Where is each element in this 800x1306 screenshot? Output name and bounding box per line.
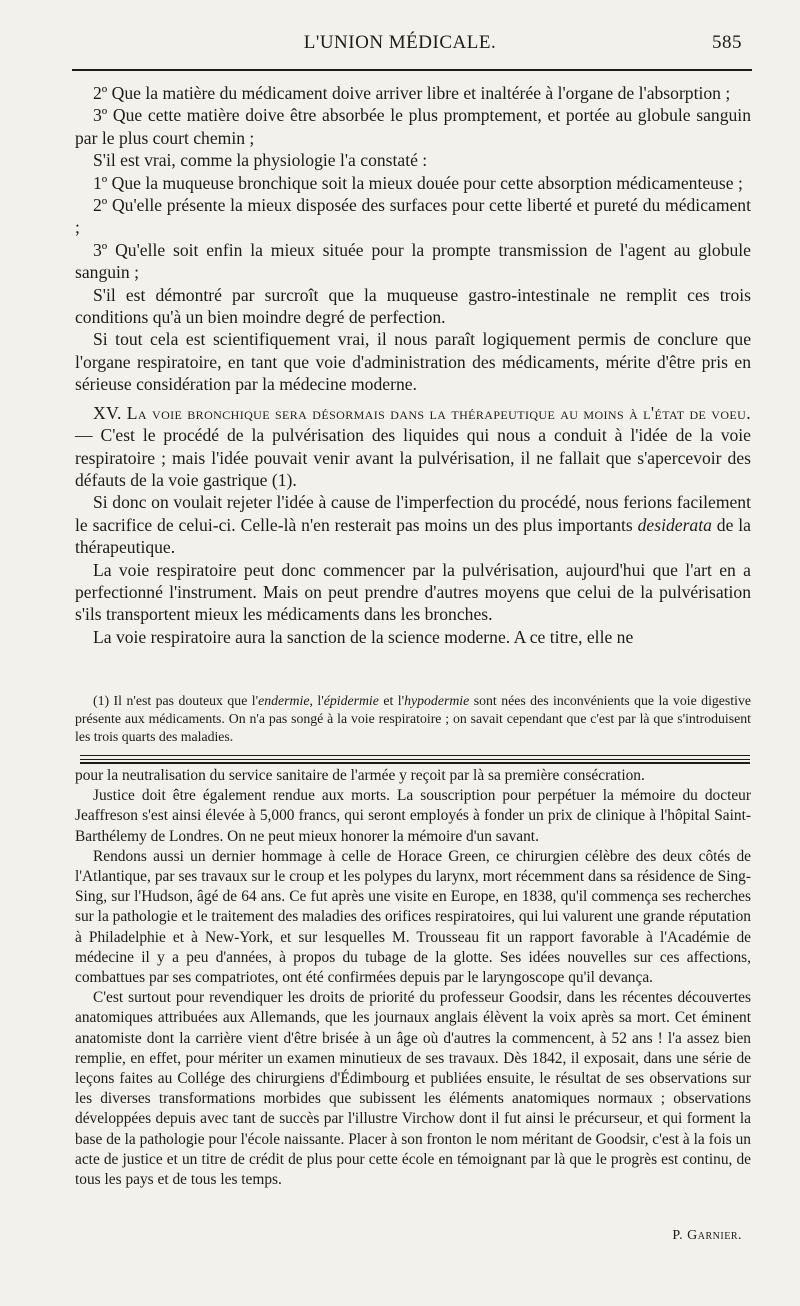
footnote-part: et l' bbox=[378, 693, 405, 708]
section-text: — C'est le procédé de la pulvérisation des liquides qui nous a conduit à l'idée de la voie respiratoire ; mais l'idée pouvait venir avant la pulvérisation, il ne fallait que s'apercevoir des défauts de la voie gastrique (1). bbox=[75, 425, 751, 490]
journal-title: L'UNION MÉDICALE. bbox=[303, 32, 497, 53]
section-divider bbox=[80, 755, 750, 760]
section-xv-paragraph bbox=[75, 402, 751, 492]
main-article bbox=[75, 82, 751, 648]
footnote-text bbox=[75, 692, 751, 745]
footnote-part: , l' bbox=[309, 693, 324, 708]
chronicle-section bbox=[75, 766, 751, 1190]
paragraph: La voie respiratoire aura la sanction de la science moderne. A ce titre, elle ne bbox=[93, 626, 634, 647]
footnote bbox=[75, 692, 751, 745]
paragraph-text: Si donc on voulait rejeter l'idée à cause de l'imperfection du procédé, nous ferions facilement le sacrifice de celui-ci. Celle-là n'en resterait pas moins un des plus importants bbox=[75, 492, 751, 535]
italic-term: desiderata bbox=[637, 514, 712, 535]
paragraph: 2º Qu'elle présente la mieux disposée des surfaces pour cette liberté et pureté du médicament ; bbox=[75, 195, 751, 238]
paragraph: Si tout cela est scientifiquement vrai, il nous paraît logiquement permis de conclure que l'organe respiratoire, en tant que voie d'administration des médicaments, mérite d'être pris en sérieuse considération par la médecine moderne. bbox=[75, 329, 751, 395]
running-header bbox=[0, 32, 800, 62]
footnote-part: (1) Il n'est pas douteux que l' bbox=[93, 693, 259, 708]
paragraph: 2º Que la matière du médicament doive arriver libre et inaltérée à l'organe de l'absorption ; bbox=[93, 83, 731, 103]
italic-term: épidermie bbox=[323, 693, 379, 708]
paragraph bbox=[75, 491, 751, 558]
paragraph: C'est surtout pour revendiquer les droits de priorité du professeur Goodsir, dans les récentes découvertes anatomiques attribuées aux Allemands, que les journaux anglais élèvent la voix après sa mort. Cet éminent anatomiste dont la carrière vient d'être brisée à un âge où d'autres la commencent, à 52 ans ! l'a assez bien remplie, en effet, pour mériter un examen minutieux de ses travaux. Dès 1842, il exposait, dans une série de leçons faites au Collége des chirurgiens d'Édimbourg et publiées ensuite, le résultat de ses observations sur les diverses transformations morbides que subissent les éléments anatomiques normaux ; observations développées depuis avec tant de succès par l'illustre Virchow dont il fut ainsi le précurseur, et qui forment la base de la pathologie pour l'école naissante. Placer à son fronton le nom méritant de Goodsir, c'est à la fois un acte de justice et un titre de crédit de plus pour cette école en témoignant par là que le progrès est continu, de tous les pays et de tous les temps. bbox=[75, 989, 751, 1189]
italic-term: hypodermie bbox=[404, 693, 470, 708]
footnote-part: sont nées des inconvénients que la voie digestive présente aux médicaments. On n'a pas songé à la voie respiratoire ; on savait cependant que c'est par là que s'introduisent les trois quarts des maladies. bbox=[75, 693, 751, 744]
paragraph: S'il est démontré par surcroît que la muqueuse gastro-intestinale ne remplit ces trois conditions qu'à un bien moindre degré de perfection. bbox=[75, 284, 751, 328]
paragraph: La voie respiratoire peut donc commencer par la pulvérisation, aujourd'hui que l'art en a perfectionné l'instrument. Mais on peut prendre d'autres moyens que celui de la pulvérisation s'ils transportent mieux les médicaments dans les bronches. bbox=[75, 559, 751, 625]
paragraph: 3º Qu'elle soit enfin la mieux située pour la prompte transmission de l'agent au globule sanguin ; bbox=[75, 239, 751, 283]
section-heading: XV. La voie bronchique sera désormais dans la thérapeutique au moins à l'état de voeu. bbox=[93, 402, 751, 423]
paragraph: S'il est vrai, comme la physiologie l'a constaté : bbox=[93, 150, 428, 171]
section-divider-thick bbox=[80, 762, 750, 764]
page-number: 585 bbox=[712, 32, 742, 53]
italic-term: endermie bbox=[258, 693, 310, 708]
paragraph: 3º Que cette matière doive être absorbée le plus promptement, et portée au globule sanguin par le plus court chemin ; bbox=[75, 105, 751, 148]
paragraph: pour la neutralisation du service sanitaire de l'armée y reçoit par là sa première consécration. bbox=[75, 767, 645, 784]
paragraph: 1º Que la muqueuse bronchique soit la mieux douée pour cette absorption médicamenteuse ; bbox=[93, 172, 743, 193]
paragraph: Rendons aussi un dernier hommage à celle de Horace Green, ce chirurgien célèbre des deux côtés de l'Atlantique, par ses travaux sur le croup et les polypes du larynx, mort récemment dans sa résidence de Sing-Sing, sur l'Hudson, âgé de 64 ans. Ce fut après une visite en Europe, en 1838, qu'il commença ses recherches sur la pathologie et le traitement des maladies des orifices respiratoires, qui lui valurent une grande réputation à Philadelphie et à New-York, et sur lesquelles M. Trousseau fit un rapport favorable à l'Académie de médecine il y a peu d'années, à propos du tubage de la glotte. Ses idées nouvelles sur ces affections, combattues par ses compatriotes, ont été confirmées depuis par le laryngoscope qu'il devança. bbox=[75, 847, 751, 987]
paragraph: Justice doit être également rendue aux morts. La souscription pour perpétuer la mémoire du docteur Jeaffreson s'est ainsi élevée à 5,000 francs, qui seront employés à fonder un prix de clinique à l'hôpital Saint-Barthélemy de Londres. On ne peut mieux honorer la mémoire d'un savant. bbox=[75, 787, 751, 845]
author-signature: P. Garnier. bbox=[672, 1228, 742, 1243]
paragraph-text: de la thérapeutique. bbox=[75, 514, 751, 558]
header-rule bbox=[72, 69, 752, 71]
